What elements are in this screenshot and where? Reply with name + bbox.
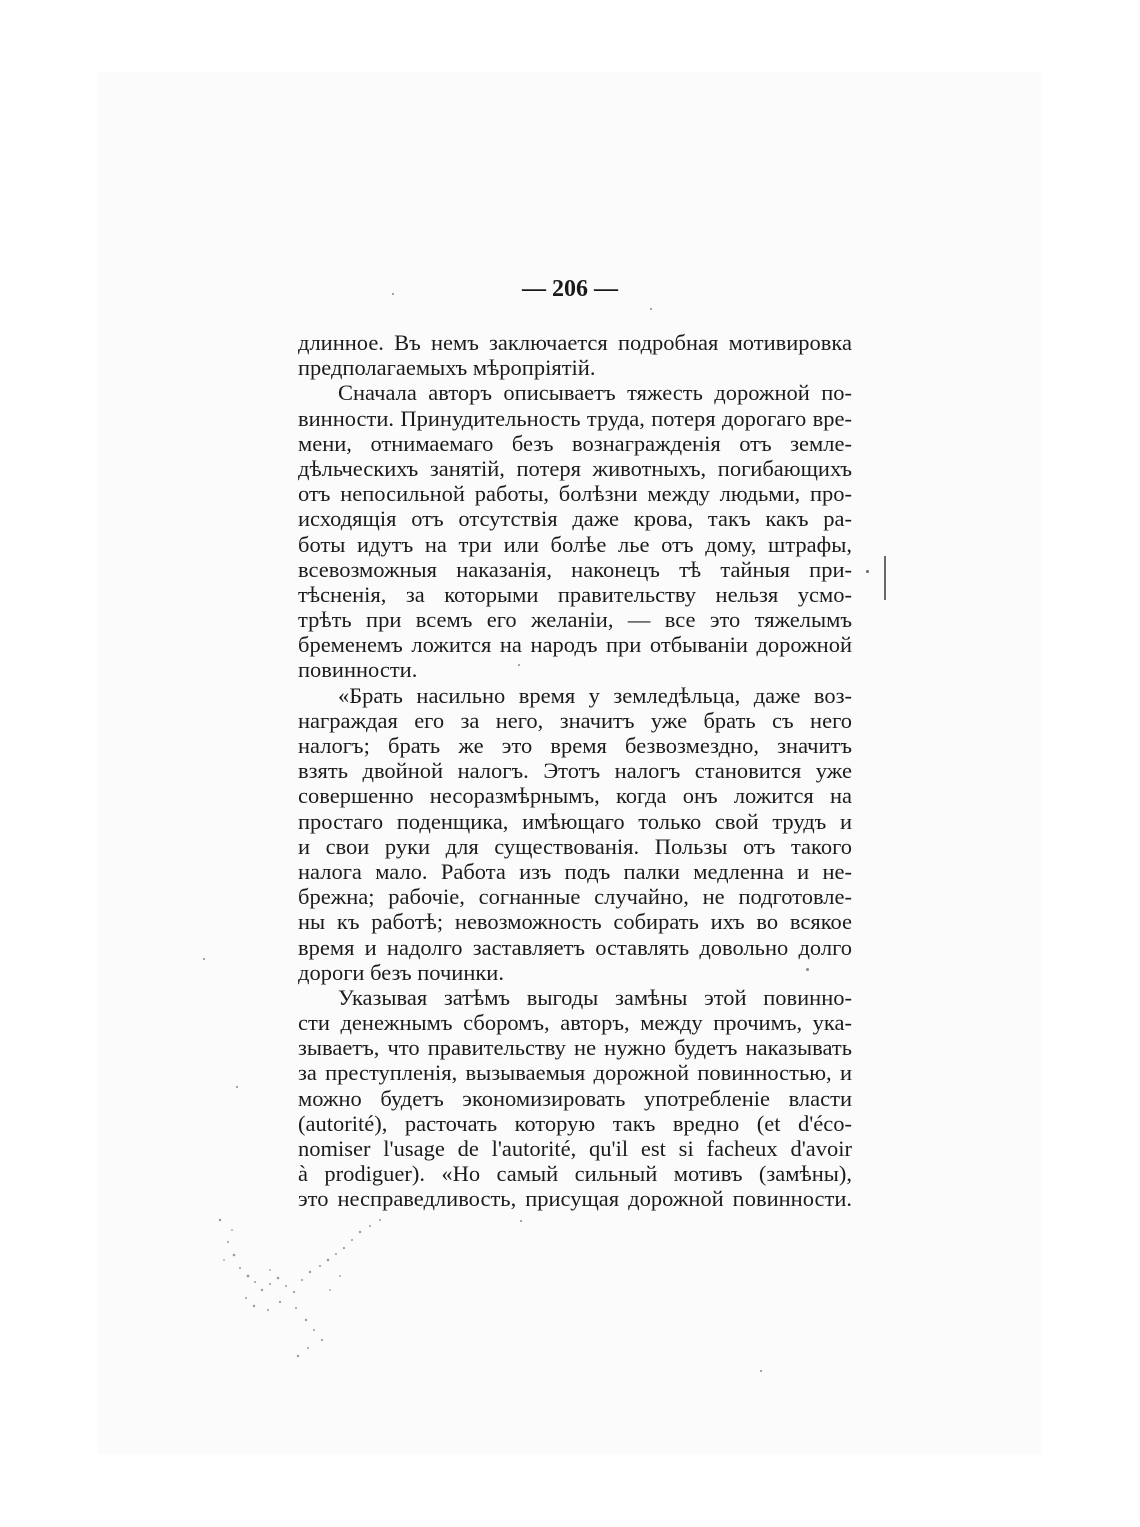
text-line: простаго поденщика, имѣющаго только свой трудъ и	[298, 808, 852, 834]
paragraph-3	[298, 683, 852, 985]
margin-mark	[884, 556, 886, 600]
text-line: тѣсненія, за которыми правительству нельзя усмо-	[298, 581, 852, 607]
text-line: дѣльческихъ занятій, потеря животныхъ, погибающихъ	[298, 455, 852, 481]
scan-speck	[520, 1220, 522, 1222]
scan-speck	[650, 308, 652, 310]
text-line: совершенно несоразмѣрнымъ, когда онъ ложится на	[298, 783, 852, 809]
text-line: дороги безъ починки.	[298, 959, 504, 985]
scan-speck	[236, 1086, 238, 1088]
scan-speck	[203, 958, 205, 960]
text-line: взять двойной налогъ. Этотъ налогъ становится уже	[298, 758, 852, 784]
scan-noise	[210, 1180, 430, 1370]
text-line: «Брать насильно время у земледѣльца, даже воз-	[338, 682, 852, 708]
text-line: трѣть при всемъ его желаніи, — все это тяжелымъ	[298, 607, 852, 633]
paragraph-4	[298, 985, 852, 1212]
text-line: боты идутъ на три или болѣе лье отъ дому, штрафы,	[298, 531, 852, 557]
text-line: предполагаемыхъ мѣропріятій.	[298, 355, 596, 381]
text-line: награждая его за него, значитъ уже брать съ него	[298, 707, 852, 733]
paragraph-2	[298, 380, 852, 682]
text-line: зываетъ, что правительству не нужно будетъ наказывать	[298, 1035, 852, 1061]
text-line: длинное. Въ немъ заключается подробная мотивировка	[298, 330, 852, 355]
text-line: время и надолго заставляетъ оставлять довольно долго	[298, 934, 852, 960]
text-line: мени, отнимаемаго безъ вознагражденія отъ земле-	[298, 430, 852, 456]
text-line: à prodiguer). «Но самый сильный мотивъ (замѣны),	[298, 1161, 852, 1187]
text-line: это несправедливость, присущая дорожной повинности.	[298, 1186, 852, 1212]
text-line: налогъ; брать же это время безвозмездно, значитъ	[298, 733, 852, 758]
page-number: — 206 —	[522, 276, 618, 302]
text-line: Указывая затѣмъ выгоды замѣны этой повинно-	[338, 984, 852, 1010]
text-line: сти денежнымъ сборомъ, авторъ, между прочимъ, ука-	[298, 1010, 852, 1036]
body-text	[298, 330, 852, 1212]
text-line: налога мало. Работа изъ подъ палки медленна и не-	[298, 858, 852, 884]
text-line: отъ непосильной работы, болѣзни между людьми, про-	[298, 481, 852, 507]
paragraph-1	[298, 330, 852, 380]
text-line: и свои руки для существованія. Пользы отъ такого	[298, 833, 852, 859]
text-line: ны къ работѣ; невозможность собирать ихъ во всякое	[298, 909, 852, 935]
scan-speck	[392, 293, 394, 295]
text-line: за преступленія, вызываемыя дорожной повинностью, и	[298, 1060, 852, 1086]
text-line: Сначала авторъ описываетъ тяжесть дорожной по-	[338, 380, 852, 406]
text-line: винности. Принудительность труда, потеря дорогаго вре-	[298, 405, 852, 431]
scan-speck	[760, 1370, 762, 1372]
scan-speck	[518, 664, 520, 666]
text-line: всевозможныя наказанія, наконецъ тѣ тайныя при-	[298, 556, 852, 582]
text-line: можно будетъ экономизировать употребленіе власти	[298, 1085, 852, 1111]
scan-speck	[806, 968, 809, 971]
text-line: исходящія отъ отсутствія даже крова, такъ какъ ра-	[298, 506, 852, 532]
text-line: nomiser l'usage de l'autorité, qu'il est si facheux d'avoir	[298, 1136, 852, 1161]
text-line: бременемъ ложится на народъ при отбываніи дорожной	[298, 632, 852, 658]
margin-dot	[866, 570, 869, 573]
text-line: брежна; рабочіе, согнанные случайно, не подготовле-	[298, 884, 852, 910]
text-line: (autorité), расточать которую такъ вредно (et d'éco-	[298, 1110, 852, 1136]
text-line: повинности.	[298, 657, 418, 683]
